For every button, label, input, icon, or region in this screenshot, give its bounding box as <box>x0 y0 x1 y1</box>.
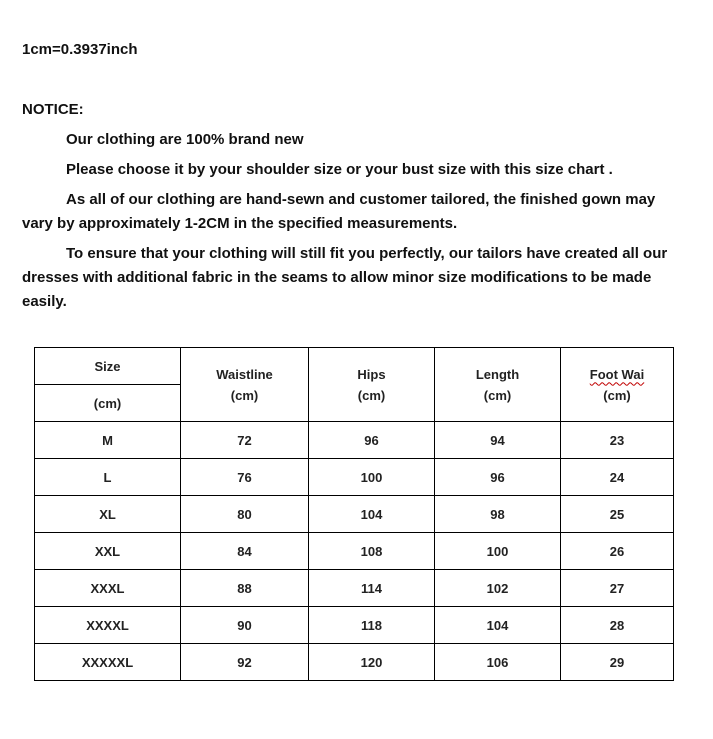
size-chart-table <box>34 347 674 681</box>
cell-hips: 108 <box>309 533 435 570</box>
cell-size: XXXXXL <box>35 644 181 681</box>
unit-conversion-note: 1cm=0.3937inch <box>22 41 138 58</box>
cell-size: XL <box>35 496 181 533</box>
cell-size: XXXL <box>35 570 181 607</box>
header-waistline-label: Waistline <box>216 366 273 382</box>
cell-waistline: 80 <box>181 496 309 533</box>
header-length-label: Length <box>475 366 520 382</box>
cell-hips: 118 <box>309 607 435 644</box>
cell-waistline: 72 <box>181 422 309 459</box>
header-waistline <box>181 348 309 422</box>
table-row <box>35 422 674 459</box>
header-waistline-unit: (cm) <box>230 387 259 403</box>
cell-size: M <box>35 422 181 459</box>
header-length-unit: (cm) <box>483 387 512 403</box>
table-row <box>35 607 674 644</box>
header-hips-label: Hips <box>357 366 386 382</box>
cell-size: XXXXL <box>35 607 181 644</box>
notice-item-text: Please choose it by your shoulder size or your bust size with this size chart . <box>66 161 613 178</box>
cell-foot: 28 <box>561 607 674 644</box>
table-row <box>35 644 674 681</box>
cell-waistline: 92 <box>181 644 309 681</box>
cell-hips: 120 <box>309 644 435 681</box>
cell-length: 100 <box>435 533 561 570</box>
notice-list <box>22 128 682 320</box>
table-row <box>35 496 674 533</box>
cell-foot: 23 <box>561 422 674 459</box>
cell-hips: 104 <box>309 496 435 533</box>
notice-item <box>22 158 682 182</box>
table-row <box>35 459 674 496</box>
cell-foot: 24 <box>561 459 674 496</box>
notice-heading: NOTICE: <box>22 101 84 118</box>
cell-length: 104 <box>435 607 561 644</box>
header-length <box>435 348 561 422</box>
notice-item <box>22 128 682 152</box>
header-foot-unit: (cm) <box>603 387 631 403</box>
cell-length: 96 <box>435 459 561 496</box>
table-header-row <box>35 348 674 385</box>
cell-length: 106 <box>435 644 561 681</box>
cell-waistline: 84 <box>181 533 309 570</box>
cell-hips: 100 <box>309 459 435 496</box>
cell-size: XXL <box>35 533 181 570</box>
cell-length: 98 <box>435 496 561 533</box>
notice-item <box>22 188 682 236</box>
cell-length: 94 <box>435 422 561 459</box>
cell-foot: 29 <box>561 644 674 681</box>
header-size: Size <box>35 348 181 385</box>
cell-waistline: 90 <box>181 607 309 644</box>
notice-item-text: To ensure that your clothing will still fit you perfectly, our tailors have created all our dresses with additional fabric in the seams to allow minor size modifications to be made easily. <box>22 245 668 310</box>
cell-hips: 96 <box>309 422 435 459</box>
table-row <box>35 570 674 607</box>
header-foot <box>561 348 674 422</box>
cell-foot: 26 <box>561 533 674 570</box>
cell-waistline: 76 <box>181 459 309 496</box>
notice-item-text: As all of our clothing are hand-sewn and customer tailored, the finished gown may vary by approximately 1-2CM in the specified measurements. <box>22 191 656 232</box>
cell-size: L <box>35 459 181 496</box>
header-foot-label: Foot Wai <box>589 366 645 382</box>
notice-item-text: Our clothing are 100% brand new <box>66 131 304 148</box>
cell-hips: 114 <box>309 570 435 607</box>
table-row <box>35 533 674 570</box>
cell-length: 102 <box>435 570 561 607</box>
header-hips-unit: (cm) <box>357 387 386 403</box>
cell-foot: 25 <box>561 496 674 533</box>
header-hips <box>309 348 435 422</box>
header-size-unit: (cm) <box>35 385 181 422</box>
cell-waistline: 88 <box>181 570 309 607</box>
cell-foot: 27 <box>561 570 674 607</box>
notice-item <box>22 242 682 314</box>
